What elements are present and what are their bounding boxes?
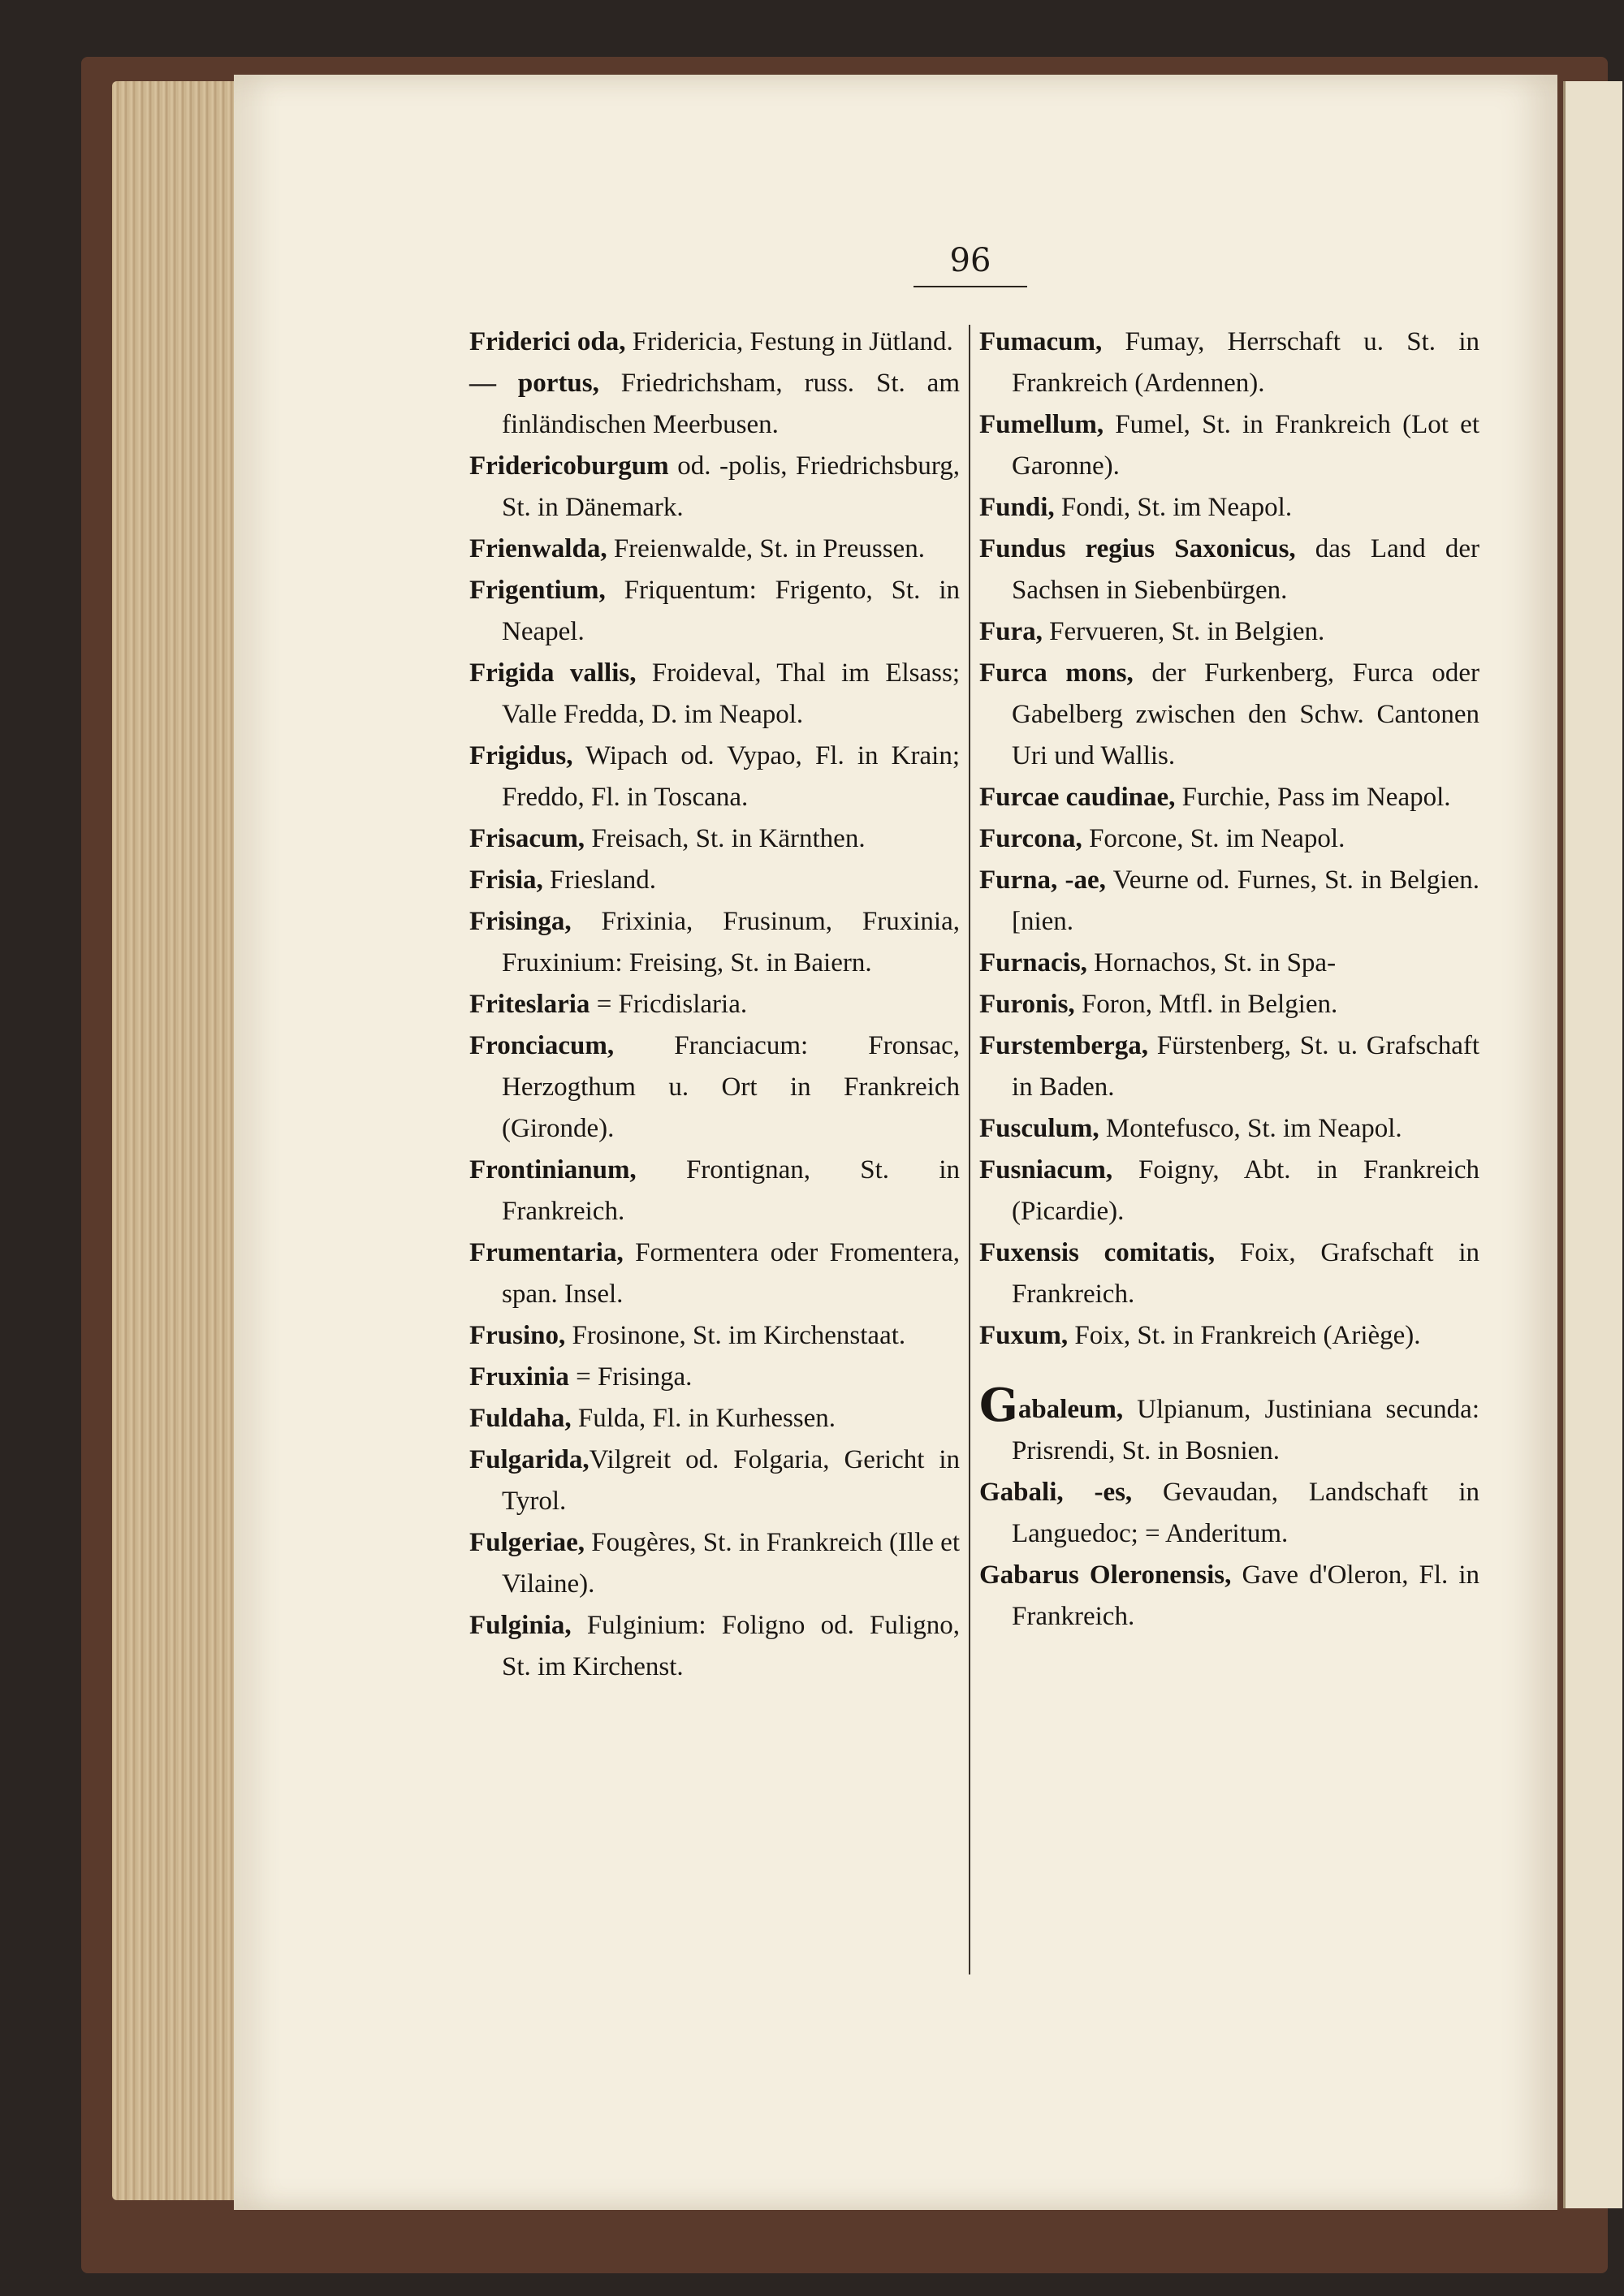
entry-headword: Fronciacum, xyxy=(469,1031,615,1060)
dictionary-entry xyxy=(469,818,960,860)
entry-definition: Friquentum: Frigento, St. in Neapel. xyxy=(502,576,960,646)
entry-definition: Franciacum: Fronsac, Herzogthum u. Ort in Frankreich (Gironde). xyxy=(502,1031,960,1143)
dictionary-entry xyxy=(469,322,960,363)
dictionary-entry xyxy=(979,860,1479,943)
dictionary-entry xyxy=(979,1150,1479,1232)
dictionary-entry xyxy=(469,1398,960,1439)
entry-headword: Frusino, xyxy=(469,1321,566,1350)
entry-headword: Fruxinia xyxy=(469,1362,569,1392)
dictionary-entry xyxy=(469,1605,960,1688)
entry-headword: Frisacum, xyxy=(469,824,585,853)
entry-headword: Fumellum, xyxy=(979,410,1104,439)
section-initial: G xyxy=(979,1379,1018,1432)
entry-headword: Frigida vallis, xyxy=(469,658,637,688)
entry-definition: Friesland. xyxy=(542,865,657,895)
dictionary-entry xyxy=(979,777,1479,818)
entry-headword: Furnacis, xyxy=(979,948,1087,978)
entry-definition: Fulginium: Foligno od. Fuligno, St. im Kirchenst. xyxy=(502,1611,960,1681)
dictionary-entry xyxy=(979,322,1479,404)
entry-headword: Friderici oda, xyxy=(469,327,626,356)
entry-headword: Furonis, xyxy=(979,990,1075,1019)
entry-headword: Frumentaria, xyxy=(469,1238,624,1267)
dictionary-entry xyxy=(979,487,1479,529)
entry-headword: Frigidus, xyxy=(469,741,573,770)
entry-definition: = Fricdislaria. xyxy=(590,990,748,1019)
entry-headword: Furna, -ae, xyxy=(979,865,1106,895)
dictionary-entry xyxy=(469,1439,960,1522)
entry-definition: Freienwalde, St. in Preussen. xyxy=(607,534,925,563)
entry-definition: Montefusco, St. im Neapol. xyxy=(1099,1114,1402,1143)
entry-definition: Gevaudan, Landschaft in Languedoc; = Anderitum. xyxy=(1012,1478,1479,1548)
entry-definition: Freisach, St. in Kärnthen. xyxy=(585,824,866,853)
dictionary-entry xyxy=(469,901,960,984)
entry-definition: Fumay, Herrschaft u. St. in Frankreich (Ardennen). xyxy=(1012,327,1479,398)
dictionary-entry xyxy=(469,446,960,529)
entry-definition: Foix, Grafschaft in Frankreich. xyxy=(1012,1238,1479,1309)
dictionary-entry xyxy=(469,736,960,818)
entry-definition: Frontignan, St. in Frankreich. xyxy=(502,1155,960,1226)
dictionary-entry xyxy=(469,1025,960,1150)
dictionary-entry xyxy=(979,653,1479,777)
entry-definition: Formentera oder Fromentera, span. Insel. xyxy=(502,1238,960,1309)
entry-definition: Frixinia, Frusinum, Fruxinia, Fruxinium: Freising, St. in Baiern. xyxy=(502,907,960,978)
dictionary-entry xyxy=(979,1379,1479,1472)
page-number-rule xyxy=(914,286,1027,287)
dictionary-entry xyxy=(979,818,1479,860)
left-column xyxy=(469,322,960,1688)
entry-headword: Frisia, xyxy=(469,865,543,895)
dictionary-entry xyxy=(469,860,960,901)
entry-definition: Frosinone, St. im Kirchenstaat. xyxy=(565,1321,906,1350)
entry-headword: Fuldaha, xyxy=(469,1404,572,1433)
entry-definition: = Frisinga. xyxy=(568,1362,693,1392)
dictionary-entry xyxy=(469,653,960,736)
entry-definition: Veurne od. Furnes, St. in Belgien. [nien. xyxy=(1012,865,1479,936)
entry-definition: der Furkenberg, Furca oder Gabelberg zwischen den Schw. Cantonen Uri und Wallis. xyxy=(1012,658,1479,770)
right-column xyxy=(979,322,1479,1638)
entry-headword: Fusculum, xyxy=(979,1114,1099,1143)
entry-definition: Froideval, Thal im Elsass; Valle Fredda, D. im Neapol. xyxy=(502,658,960,729)
entry-definition: Foigny, Abt. in Frankreich (Picardie). xyxy=(1012,1155,1479,1226)
entry-headword: Furcae caudinae, xyxy=(979,783,1176,812)
dictionary-entry xyxy=(469,1315,960,1357)
entry-headword: Frigentium, xyxy=(469,576,606,605)
dictionary-entry xyxy=(469,1232,960,1315)
entry-definition: Ulpianum, Justiniana secunda: Prisrendi, St. in Bosnien. xyxy=(1012,1395,1479,1465)
dictionary-entry xyxy=(979,1555,1479,1638)
entry-definition: Fervueren, St. in Belgien. xyxy=(1042,617,1325,646)
entry-definition: od. -polis, Friedrichsburg, St. in Dänemark. xyxy=(502,451,960,522)
dictionary-entry xyxy=(979,1232,1479,1315)
entry-definition: Forcone, St. im Neapol. xyxy=(1082,824,1345,853)
dictionary-entry xyxy=(469,1522,960,1605)
dictionary-entry xyxy=(979,529,1479,611)
dictionary-entry xyxy=(979,984,1479,1025)
entry-headword: Furca mons, xyxy=(979,658,1134,688)
entry-definition: Fougères, St. in Frankreich (Ille et Vilaine). xyxy=(502,1528,960,1599)
column-divider xyxy=(969,325,970,1974)
dictionary-entry xyxy=(979,1315,1479,1357)
dictionary-entry xyxy=(979,1025,1479,1108)
dictionary-entry xyxy=(469,529,960,570)
entry-definition: Friedrichsham, russ. St. am finländischen Meerbusen. xyxy=(502,369,960,439)
dictionary-entry xyxy=(469,984,960,1025)
entry-definition: Wipach od. Vypao, Fl. in Krain; Freddo, Fl. in Toscana. xyxy=(502,741,960,812)
entry-headword: Fusniacum, xyxy=(979,1155,1113,1185)
entry-definition: Vilgreit od. Folgaria, Gericht in Tyrol. xyxy=(502,1445,960,1516)
dictionary-entry xyxy=(469,1357,960,1398)
dictionary-entry xyxy=(979,943,1479,984)
entry-definition: Fumel, St. in Frankreich (Lot et Garonne). xyxy=(1012,410,1479,481)
entry-headword: Fulgarida, xyxy=(469,1445,590,1474)
entry-definition: Fürstenberg, St. u. Grafschaft in Baden. xyxy=(1012,1031,1479,1102)
dictionary-entry xyxy=(469,1150,960,1232)
entry-definition: Foix, St. in Frankreich (Ariège). xyxy=(1068,1321,1421,1350)
entry-headword: Gabarus Oleronensis, xyxy=(979,1560,1232,1590)
entry-headword: Fumacum, xyxy=(979,327,1103,356)
entry-headword: Furcona, xyxy=(979,824,1082,853)
entry-headword: Gabali, -es, xyxy=(979,1478,1133,1507)
entry-headword: Furstemberga, xyxy=(979,1031,1149,1060)
entry-headword: Fuxum, xyxy=(979,1321,1069,1350)
dictionary-entry xyxy=(979,404,1479,487)
entry-headword: Frontinianum, xyxy=(469,1155,637,1185)
dictionary-entry xyxy=(469,570,960,653)
entry-definition: Fulda, Fl. in Kurhessen. xyxy=(571,1404,836,1433)
entry-headword: Fundi, xyxy=(979,493,1055,522)
entry-definition: das Land der Sachsen in Siebenbürgen. xyxy=(1012,534,1479,605)
dictionary-entry xyxy=(979,611,1479,653)
dictionary-entry xyxy=(979,1108,1479,1150)
dictionary-entry xyxy=(979,1472,1479,1555)
entry-headword: Fridericoburgum xyxy=(469,451,669,481)
entry-headword: abaleum, xyxy=(1017,1395,1124,1424)
entry-definition: Foron, Mtfl. in Belgien. xyxy=(1074,990,1338,1019)
dictionary-entry xyxy=(469,363,960,446)
entry-headword: Frisinga, xyxy=(469,907,572,936)
entry-headword: Fuxensis comitatis, xyxy=(979,1238,1216,1267)
entry-definition: Fondi, St. im Neapol. xyxy=(1054,493,1293,522)
entry-headword: Frienwalda, xyxy=(469,534,607,563)
entry-definition: Hornachos, St. in Spa- xyxy=(1086,948,1337,978)
entry-definition: Fridericia, Festung in Jütland. xyxy=(625,327,953,356)
entry-headword: Fundus regius Saxonicus, xyxy=(979,534,1296,563)
entry-definition: Gave d'Oleron, Fl. in Frankreich. xyxy=(1012,1560,1479,1631)
entry-headword: Friteslaria xyxy=(469,990,590,1019)
page-number: 96 xyxy=(949,242,991,279)
entry-headword: Fulgeriae, xyxy=(469,1528,585,1557)
entry-headword: — portus, xyxy=(469,369,599,398)
entry-headword: Fura, xyxy=(979,617,1043,646)
entry-headword: Fulginia, xyxy=(469,1611,572,1640)
facing-page-edge xyxy=(1563,81,1622,2208)
entry-definition: Furchie, Pass im Neapol. xyxy=(1175,783,1451,812)
